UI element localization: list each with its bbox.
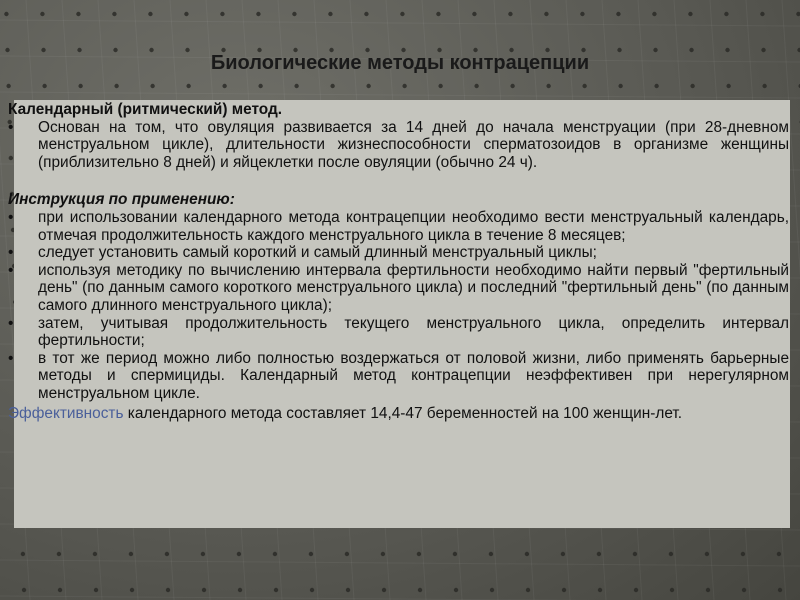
instructions-heading: Инструкция по применению: (8, 191, 235, 209)
bullet-icon: • (8, 261, 14, 279)
bullet-item (8, 209, 789, 244)
bullet-text: следует установить самый короткий и самый длинный менструальный циклы; (38, 244, 597, 262)
efficacy-label: Эффективность (8, 404, 124, 422)
efficacy-paragraph (8, 405, 789, 423)
bullet-item (8, 119, 789, 172)
bullet-text: Основан на том, что овуляция развивается за 14 дней до начала менструации (при 28-дневном менструальном цикле), длительности жизнеспособности сперматозоидов в организме женщины (приблизительно 8 дней) и яйцеклетки после овуляции (обычно 24 ч). (38, 118, 789, 171)
slide-title: Биологические методы контрацепции (210, 52, 590, 74)
bullet-icon: • (8, 349, 14, 367)
bullet-text: используя методику по вычислению интервала фертильности необходимо найти первый "фертильный день" (по данным самого короткого менструального цикла) и последний "фертильный день" (по данным самого длинного менструального цикла); (38, 261, 789, 314)
bullet-text: затем, учитывая продолжительность текущего менструального цикла, определить интервал фертильности; (38, 314, 789, 350)
bullet-item (8, 244, 789, 262)
bullet-item (8, 350, 789, 403)
bullet-text: при использовании календарного метода контрацепции необходимо вести менструальный календарь, отмечая продолжительность каждого менструального цикла в течение 8 месяцев; (38, 208, 789, 244)
bullet-icon: • (8, 314, 14, 332)
bullet-icon: • (8, 118, 14, 136)
bullet-icon: • (8, 244, 14, 262)
bullet-text: в тот же период можно либо полностью воздержаться от половой жизни, либо применять барьерные методы и спермициды. Календарный метод контрацепции неэффективен при нерегулярном менструальном цикле. (38, 349, 789, 402)
bullet-item (8, 262, 789, 315)
efficacy-text: календарного метода составляет 14,4-47 беременностей на 100 женщин-лет. (123, 404, 683, 422)
slide-content (8, 101, 789, 422)
bullet-item (8, 315, 789, 350)
bullet-icon: • (8, 208, 14, 226)
calendar-method-heading: Календарный (ритмический) метод. (8, 101, 283, 118)
